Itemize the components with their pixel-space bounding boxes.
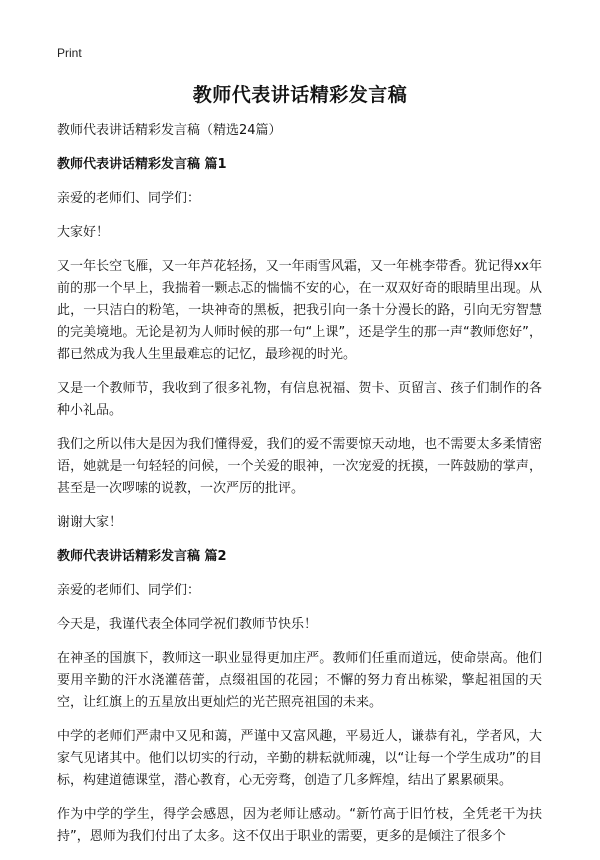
section-heading-1: 教师代表讲话精彩发言稿 篇1 (57, 157, 227, 172)
paragraph: 亲爱的老师们、同学们： (57, 583, 201, 598)
paragraph: 在神圣的国旗下，教师这一职业显得更加庄严。教师们任重而道远，使命崇高。他们要用辛勤的汗水浇灌蓓蕾，点缀祖国的花园；不懈的努力育出栋梁，擎起祖国的天空，让红旗上的五星放出更灿烂的光芒照亮祖国的未来。 (57, 651, 542, 710)
paragraph: 中学的老师们严肃中又见和蔼，严谨中又富风趣，平易近人，谦恭有礼，学者风，大家气见诸其中。他们以切实的行动，辛勤的耕耘就师魂，以“让每一个学生成功”的目标，构建道德课堂，潜心教育，心无旁骛，创造了几多辉煌，结出了累累硕果。 (57, 729, 542, 788)
paragraph: 我们之所以伟大是因为我们懂得爱，我们的爱不需要惊天动地，也不需要太多柔情密语，她就是一句轻轻的问候，一个关爱的眼神，一次宠爱的抚摸，一阵鼓励的掌声，甚至是一次啰嗦的说教，一次严厉的批评。 (57, 437, 542, 496)
paragraph: 作为中学的学生，得学会感恩，因为老师让感动。“新竹高于旧竹枝，全凭老干为扶持”，恩师为我们付出了太多。这不仅出于职业的需要，更多的是倾注了很多个 (57, 807, 542, 844)
article-subtitle: 教师代表讲话精彩发言稿（精选24篇） (57, 123, 282, 138)
print-link[interactable]: Print (57, 46, 82, 60)
page-title: 教师代表讲话精彩发言稿 (192, 84, 408, 106)
article-body (57, 120, 542, 860)
paragraph: 谢谢大家！ (57, 515, 123, 530)
paragraph: 又是一个教师节，我收到了很多礼物，有信息祝福、贺卡、页留言、孩子们制作的各种小礼品。 (57, 381, 542, 418)
paragraph: 亲爱的老师们、同学们： (57, 191, 201, 206)
paragraph: 大家好！ (57, 225, 110, 240)
section-heading-2: 教师代表讲话精彩发言稿 篇2 (57, 549, 227, 564)
paragraph: 今天是，我谨代表全体同学祝们教师节快乐！ (57, 617, 318, 632)
paragraph: 又一年长空飞雁，又一年芦花轻扬，又一年雨雪风霜，又一年桃李带香。犹记得xx年前的那一个早上，我揣着一颗忐忑的惴惴不安的心，在一双双好奇的眼睛里出现。从此，一只洁白的粉笔，一块神奇的黑板，把我引向一条十分漫长的路，引向无穷智慧的完美境地。无论是初为人师时候的那一句“上课”，还是学生的那一声“教师您好”，都已然成为我人生里最难忘的记忆，最珍视的时光。 (57, 259, 542, 362)
